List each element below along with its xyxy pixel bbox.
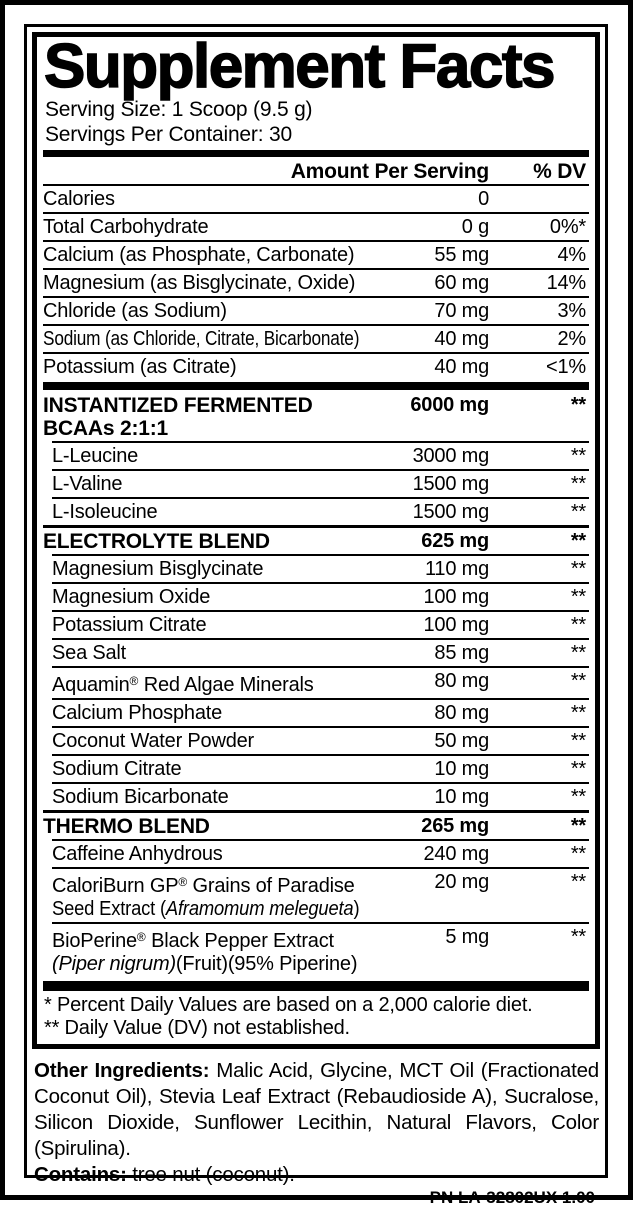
daily-value: ** bbox=[570, 394, 586, 416]
amount-value: 80 mg bbox=[434, 670, 489, 692]
ingredient-name bbox=[43, 501, 359, 524]
amount-value: 1500 mg bbox=[412, 473, 489, 495]
table-row bbox=[43, 186, 589, 212]
table-row bbox=[43, 841, 589, 867]
other-ingredients-text: Malic Acid, Glycine, MCT Oil (Fractionated Coconut Oil), Stevia Leaf Extract (Rebaudioside A), Sucralose, Silicon Dioxide, Sunflower Lecithin, Natural Flavors, Color (Spirulina). bbox=[34, 1059, 599, 1160]
table-row bbox=[43, 728, 589, 754]
table-row bbox=[43, 326, 589, 352]
daily-value: ** bbox=[570, 501, 586, 523]
ingredient-text: Sea Salt bbox=[52, 642, 127, 664]
ingredient-name-line bbox=[52, 926, 359, 953]
table-row bbox=[43, 584, 589, 610]
ingredient-text: (Fruit)(95% Piperine) bbox=[175, 953, 358, 975]
ingredient-text: Grains of Paradise bbox=[187, 875, 355, 897]
ingredient-name bbox=[43, 786, 359, 809]
ingredient-name-line bbox=[43, 244, 359, 267]
amount-value: 70 mg bbox=[434, 300, 489, 322]
ingredient-name-line bbox=[43, 300, 359, 323]
ingredient-text: Aquamin bbox=[52, 674, 130, 696]
ingredient-name-line bbox=[52, 786, 359, 809]
amount-value: 60 mg bbox=[434, 272, 489, 294]
table-row bbox=[43, 784, 589, 810]
daily-value: 3% bbox=[557, 300, 586, 322]
ingredient-text: Black Pepper Extract bbox=[145, 930, 334, 952]
ingredient-name bbox=[43, 394, 359, 440]
thick-divider bbox=[43, 150, 589, 157]
table-row bbox=[43, 214, 589, 240]
table-row bbox=[43, 556, 589, 582]
ingredient-text: Calcium Phosphate bbox=[52, 702, 223, 724]
ingredient-text: INSTANTIZED FERMENTED bbox=[43, 394, 313, 417]
ingredient-name bbox=[43, 356, 359, 379]
amount-value: 80 mg bbox=[434, 702, 489, 724]
daily-value: ** bbox=[570, 642, 586, 664]
daily-value: ** bbox=[570, 530, 586, 552]
ingredient-text: ELECTROLYTE BLEND bbox=[43, 530, 270, 553]
amount-value: 10 mg bbox=[434, 786, 489, 808]
ingredient-name-line bbox=[43, 272, 359, 295]
amount-value: 40 mg bbox=[434, 356, 489, 378]
supplement-facts-panel bbox=[32, 32, 600, 1049]
daily-value: ** bbox=[570, 670, 586, 692]
ingredient-name-line bbox=[43, 394, 359, 417]
ingredient-name-line bbox=[52, 473, 359, 496]
registered-mark: ® bbox=[136, 930, 146, 944]
ingredient-name-line bbox=[43, 815, 359, 838]
ingredient-name bbox=[43, 926, 359, 976]
ingredient-text: Potassium (as Citrate) bbox=[43, 356, 237, 378]
daily-value: 4% bbox=[557, 244, 586, 266]
label-inner-border bbox=[24, 24, 608, 1207]
amount-column-header: Amount Per Serving bbox=[290, 160, 489, 183]
table-row bbox=[43, 668, 589, 698]
daily-value: ** bbox=[570, 473, 586, 495]
ingredient-name bbox=[43, 445, 359, 468]
daily-value: ** bbox=[570, 871, 586, 893]
ingredient-text: Sodium Bicarbonate bbox=[52, 786, 229, 808]
registered-mark: ® bbox=[129, 674, 139, 688]
ingredient-text: Potassium Citrate bbox=[52, 614, 207, 636]
amount-value: 20 mg bbox=[434, 871, 489, 893]
table-row bbox=[43, 471, 589, 497]
amount-value: 6000 mg bbox=[410, 394, 489, 416]
panel-title: Supplement Facts bbox=[44, 32, 554, 101]
ingredient-name-line bbox=[43, 216, 359, 239]
ingredient-name bbox=[43, 530, 359, 553]
daily-value: ** bbox=[570, 786, 586, 808]
ingredient-text: Magnesium Bisglycinate bbox=[52, 558, 264, 580]
ingredient-text: Calories bbox=[43, 188, 115, 210]
table-row bbox=[43, 869, 589, 922]
other-ingredients-label: Other Ingredients: bbox=[34, 1059, 210, 1082]
contains-text: tree nut (coconut). bbox=[126, 1163, 295, 1186]
table-row bbox=[43, 270, 589, 296]
ingredient-name bbox=[43, 272, 359, 295]
ingredient-name bbox=[43, 558, 359, 581]
ingredient-text: (Piper nigrum) bbox=[52, 953, 176, 975]
ingredient-name bbox=[43, 670, 359, 697]
ingredient-name-line bbox=[43, 417, 359, 440]
daily-value: ** bbox=[570, 586, 586, 608]
table-row bbox=[43, 443, 589, 469]
table-row bbox=[43, 392, 589, 441]
amount-value: 265 mg bbox=[421, 815, 489, 837]
ingredient-name-line bbox=[52, 445, 359, 468]
row-divider bbox=[43, 382, 589, 390]
footnotes bbox=[44, 994, 589, 1040]
ingredient-text: Sodium (as Chloride, Citrate, Bicarbonate) bbox=[43, 328, 360, 350]
footnote-dv-not-established: ** Daily Value (DV) not established. bbox=[44, 1017, 350, 1039]
amount-value: 100 mg bbox=[423, 614, 489, 636]
ingredient-text: ) bbox=[353, 898, 360, 920]
table-row bbox=[43, 756, 589, 782]
table-row bbox=[43, 640, 589, 666]
ingredient-name-line bbox=[52, 670, 359, 697]
ingredient-name-line bbox=[43, 328, 360, 351]
other-ingredients bbox=[34, 1058, 599, 1162]
ingredient-text: L-Isoleucine bbox=[52, 501, 158, 523]
table-row bbox=[43, 242, 589, 268]
amount-value: 1500 mg bbox=[412, 501, 489, 523]
ingredient-text: Coconut Water Powder bbox=[52, 730, 255, 752]
ingredient-name bbox=[43, 473, 359, 496]
servings-per-container: Servings Per Container: 30 bbox=[45, 123, 292, 146]
ingredient-text: L-Leucine bbox=[52, 445, 139, 467]
amount-value: 55 mg bbox=[434, 244, 489, 266]
table-row bbox=[43, 298, 589, 324]
ingredient-name-line bbox=[52, 843, 359, 866]
ingredient-name bbox=[43, 758, 359, 781]
ingredient-name bbox=[43, 244, 359, 267]
daily-value: ** bbox=[570, 558, 586, 580]
ingredient-text: BCAAs 2:1:1 bbox=[43, 417, 168, 440]
daily-value: 0%* bbox=[549, 216, 586, 238]
ingredient-text: Red Algae Minerals bbox=[138, 674, 314, 696]
amount-value: 50 mg bbox=[434, 730, 489, 752]
ingredient-name-line bbox=[52, 758, 359, 781]
daily-value: ** bbox=[570, 758, 586, 780]
table-row bbox=[43, 499, 589, 525]
ingredient-name-line bbox=[52, 702, 359, 725]
table-row bbox=[43, 528, 589, 554]
ingredient-name bbox=[43, 216, 359, 239]
table-row bbox=[43, 612, 589, 638]
ingredient-name-line bbox=[52, 558, 359, 581]
ingredient-name bbox=[43, 328, 359, 351]
ingredient-name-line bbox=[52, 871, 359, 898]
amount-value: 0 bbox=[478, 188, 489, 210]
table-row bbox=[43, 813, 589, 839]
daily-value: ** bbox=[570, 445, 586, 467]
serving-size: Serving Size: 1 Scoop (9.5 g) bbox=[45, 98, 313, 121]
footnote-daily-values: * Percent Daily Values are based on a 2,000 calorie diet. bbox=[44, 994, 533, 1016]
amount-value: 625 mg bbox=[421, 530, 489, 552]
daily-value: ** bbox=[570, 926, 586, 948]
ingredient-name-line bbox=[52, 898, 360, 921]
ingredient-name-line bbox=[43, 530, 359, 553]
daily-value: ** bbox=[570, 702, 586, 724]
part-number: PN LA-32802UX 1.00 bbox=[429, 1188, 595, 1207]
ingredient-text: Caffeine Anhydrous bbox=[52, 843, 223, 865]
ingredient-name bbox=[43, 188, 359, 211]
ingredient-text: Magnesium Oxide bbox=[52, 586, 211, 608]
table-row bbox=[43, 924, 589, 977]
ingredient-text: Aframomum melegueta bbox=[165, 898, 354, 920]
ingredient-name bbox=[43, 300, 359, 323]
ingredient-text: Magnesium (as Bisglycinate, Oxide) bbox=[43, 272, 356, 294]
ingredient-name bbox=[43, 815, 359, 838]
ingredient-text: Chloride (as Sodium) bbox=[43, 300, 227, 322]
amount-value: 5 mg bbox=[445, 926, 489, 948]
ingredient-text: BioPerine bbox=[52, 930, 137, 952]
daily-value: ** bbox=[570, 815, 586, 837]
ingredient-name-line bbox=[43, 188, 359, 211]
amount-value: 110 mg bbox=[424, 558, 489, 580]
ingredient-text: L-Valine bbox=[52, 473, 123, 495]
ingredient-text: Seed Extract ( bbox=[52, 898, 166, 920]
amount-value: 85 mg bbox=[434, 642, 489, 664]
daily-value: ** bbox=[570, 614, 586, 636]
daily-value: ** bbox=[570, 843, 586, 865]
ingredient-name-line bbox=[52, 730, 359, 753]
ingredient-name bbox=[43, 871, 359, 921]
facts-table bbox=[43, 184, 589, 977]
ingredient-name-line bbox=[43, 356, 359, 379]
amount-value: 40 mg bbox=[434, 328, 489, 350]
daily-value: ** bbox=[570, 730, 586, 752]
ingredient-text: Calcium (as Phosphate, Carbonate) bbox=[43, 244, 355, 266]
column-header-row bbox=[43, 159, 589, 184]
ingredient-name bbox=[43, 843, 359, 866]
amount-value: 240 mg bbox=[423, 843, 489, 865]
ingredient-text: THERMO BLEND bbox=[43, 815, 210, 838]
ingredient-name bbox=[43, 586, 359, 609]
ingredient-name-line bbox=[52, 586, 359, 609]
daily-value: <1% bbox=[546, 356, 586, 378]
ingredient-name bbox=[43, 614, 359, 637]
thick-divider bbox=[43, 981, 589, 991]
ingredient-text: Sodium Citrate bbox=[52, 758, 182, 780]
dv-column-header: % DV bbox=[533, 160, 586, 183]
amount-value: 0 g bbox=[461, 216, 489, 238]
ingredient-name bbox=[43, 730, 359, 753]
contains-label: Contains: bbox=[34, 1163, 127, 1186]
ingredient-name-line bbox=[52, 501, 359, 524]
daily-value: 2% bbox=[557, 328, 586, 350]
amount-value: 10 mg bbox=[434, 758, 489, 780]
table-row bbox=[43, 700, 589, 726]
amount-value: 3000 mg bbox=[412, 445, 489, 467]
contains-statement bbox=[34, 1162, 599, 1188]
ingredient-name-line bbox=[52, 953, 359, 976]
ingredient-text: Total Carbohydrate bbox=[43, 216, 209, 238]
ingredient-name-line bbox=[52, 642, 359, 665]
ingredient-text: CaloriBurn GP bbox=[52, 875, 179, 897]
registered-mark: ® bbox=[178, 875, 188, 889]
daily-value: 14% bbox=[546, 272, 586, 294]
amount-value: 100 mg bbox=[423, 586, 489, 608]
table-row bbox=[43, 354, 589, 380]
ingredient-name bbox=[43, 702, 359, 725]
ingredient-name-line bbox=[52, 614, 359, 637]
ingredient-name bbox=[43, 642, 359, 665]
